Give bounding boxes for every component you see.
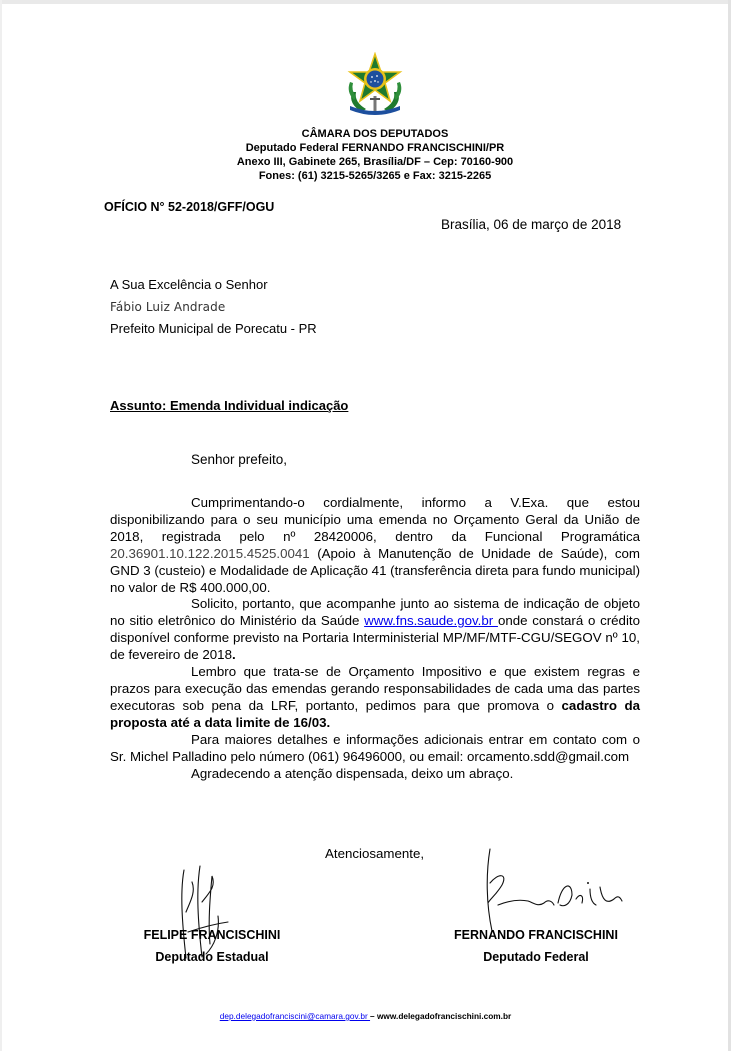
paragraph-3-text: Lembro que trata-se de Orçamento Impositivo e que existem regras e prazos para execução das emendas gerando responsabilidades de cada uma das partes executoras sob pena da LRF, portanto, pedimos para que promova o bbox=[110, 664, 640, 713]
letterhead-deputy: Deputado Federal FERNANDO FRANCISCHINI/PR bbox=[245, 142, 505, 154]
signer-name-left: FELIPE FRANCISCHINI bbox=[143, 928, 281, 942]
recipient-title: Prefeito Municipal de Porecatu - PR bbox=[110, 321, 317, 336]
page-edge-top bbox=[0, 0, 731, 4]
paragraph-3-deadline: cadastro da proposta até a data limite de 16/03. bbox=[110, 697, 640, 730]
paragraph-5: Agradecendo a atenção dispensada, deixo um abraço. bbox=[191, 765, 514, 781]
brazil-coat-of-arms-icon bbox=[342, 52, 408, 118]
paragraph-2-text-a: Solicito, portanto, que acompanhe junto ao sistema de indicação de objeto no sitio eletrônico do Ministério da Saúde bbox=[110, 596, 640, 629]
funcional-programatica-code: 20.36901.10.122.2015.4525.0041 bbox=[110, 545, 310, 561]
closing: Atenciosamente, bbox=[325, 846, 425, 861]
salutation: Senhor prefeito, bbox=[191, 452, 288, 467]
letterhead-address: Anexo III, Gabinete 265, Brasília/DF – Cep: 70160-900 bbox=[236, 156, 514, 168]
letter-body bbox=[110, 495, 640, 782]
page-edge-left bbox=[0, 0, 2, 1051]
signature-left-icon bbox=[170, 862, 240, 962]
letterhead-institution: CÂMARA DOS DEPUTADOS bbox=[301, 128, 449, 140]
paragraph-4: Para maiores detalhes e informações adicionais entrar em contato com o Sr. Michel Palladino pelo número (061) 96496000, ou email: orcamento.sdd@gmail.com bbox=[110, 731, 640, 764]
oficio-number: OFÍCIO N° 52-2018/GFF/OGU bbox=[104, 200, 275, 214]
footer bbox=[0, 1011, 731, 1021]
paragraph-3 bbox=[110, 664, 640, 732]
footer-email-link[interactable]: dep.delegadofranciscini@camara.gov.br bbox=[219, 1011, 371, 1021]
paragraph-1-text-a: Cumprimentando-o cordialmente, informo a V.Exa. que estou disponibilizando para o seu município uma emenda no Orçamento Geral da União de 2018, registrada pelo nº 28420006, dentro da Funcional Programática bbox=[110, 495, 640, 544]
recipient-name: Fábio Luiz Andrade bbox=[110, 300, 226, 314]
paragraph-2-text-b: onde constará o crédito disponível conforme previsto na Portaria Interministerial MP/MF/MTF-CGU/SEGOV nº 10, de fevereiro de 2018 bbox=[110, 613, 640, 663]
letterhead-phones: Fones: (61) 3215-5265/3265 e Fax: 3215-2265 bbox=[258, 170, 492, 182]
signature-right-icon bbox=[468, 843, 628, 933]
signer-title-left: Deputado Estadual bbox=[155, 950, 269, 964]
document-date: Brasília, 06 de março de 2018 bbox=[441, 217, 622, 232]
signer-name-right: FERNANDO FRANCISCHINI bbox=[454, 928, 618, 942]
recipient-line: A Sua Excelência o Senhor bbox=[110, 277, 268, 292]
subject-line: Assunto: Emenda Individual indicação bbox=[110, 398, 349, 413]
fns-link[interactable]: www.fns.saude.gov.br bbox=[364, 613, 498, 629]
paragraph-2-period: . bbox=[231, 647, 236, 663]
footer-website: – www.delegadofrancischini.com.br bbox=[370, 1011, 512, 1021]
paragraph-1 bbox=[110, 495, 640, 596]
paragraph-2 bbox=[110, 596, 640, 664]
signer-title-right: Deputado Federal bbox=[483, 950, 589, 964]
paragraph-1-text-b: (Apoio à Manutenção de Unidade de Saúde), com GND 3 (custeio) e Modalidade de Aplicação 41 (transferência direta para fundo municipal) no valor de R$ 400.000,00. bbox=[110, 545, 640, 595]
